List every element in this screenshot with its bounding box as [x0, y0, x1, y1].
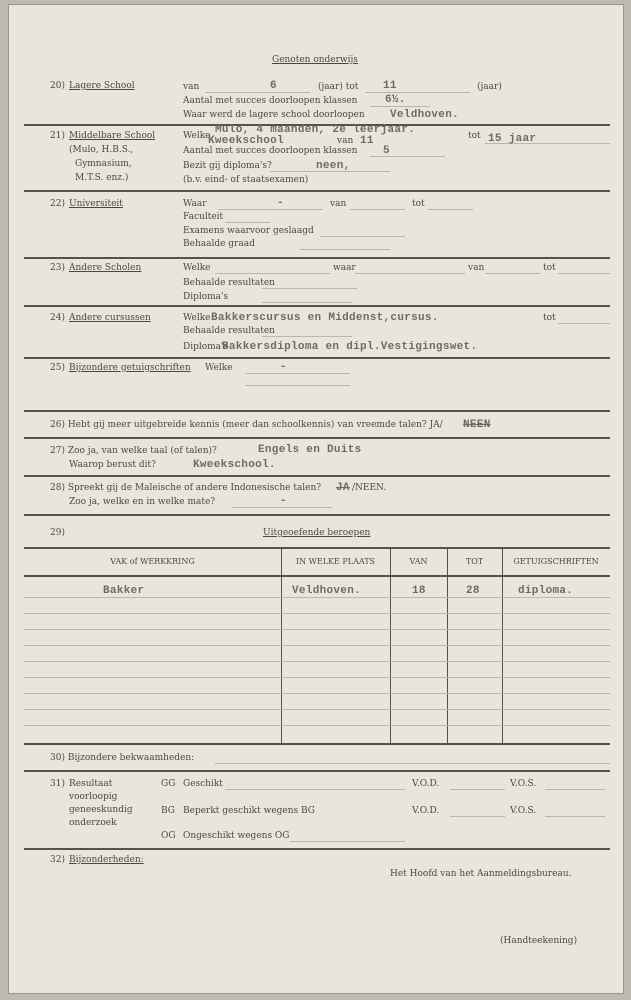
signature-label: (Handteekening): [500, 936, 578, 946]
s27-value-2: Kweekschool.: [193, 459, 276, 471]
s20-label: Lagere School: [69, 81, 135, 91]
s21-sub-1: (Mulo, H.B.S.,: [69, 145, 134, 155]
table-ruling-line: [24, 629, 610, 630]
field-line: [558, 323, 610, 324]
s31-gg-text: Geschikt: [183, 779, 223, 789]
s31-label-4: onderzoek: [69, 818, 117, 828]
cell-vak: Bakker: [103, 585, 145, 597]
s31-gg-code: GG: [161, 779, 176, 789]
s24-label: Andere cursussen: [69, 313, 151, 323]
s26-answer-struck: NEEN: [463, 419, 491, 431]
field-line: [215, 763, 610, 764]
s31-gg-vos: V.O.S.: [510, 779, 537, 789]
signature-role: Het Hoofd van het Aanmeldingsbureau.: [390, 869, 572, 879]
s31-label-2: voorloopig: [69, 792, 118, 802]
s31-bg-text: Beperkt geschikt wegens BG: [183, 806, 315, 816]
field-line: [215, 273, 330, 274]
s21-tot-value: 15 jaar: [488, 133, 537, 145]
s22-waar-label: Waar: [183, 199, 207, 209]
field-line: [428, 209, 473, 210]
field-line: [262, 302, 352, 303]
field-line: [218, 209, 323, 210]
s24-num: 24): [50, 313, 65, 323]
s25-num: 25): [50, 363, 65, 373]
s25-label: Bijzondere getuigschriften: [69, 363, 191, 373]
s21-label: Middelbare School: [69, 131, 156, 141]
s28-ja-struck: JA: [336, 482, 350, 494]
s21-bezit-value: neen,: [316, 160, 351, 172]
s21-van-label: van: [337, 136, 354, 146]
field-line: [370, 156, 445, 157]
field-line: [245, 385, 350, 386]
s20-van-label: van: [183, 82, 200, 92]
field-line: [450, 789, 505, 790]
s22-van-label: van: [330, 199, 347, 209]
s22-label: Universiteit: [69, 199, 123, 209]
s21-sub-3: M.T.S. enz.): [75, 173, 129, 183]
table-ruling-line: [24, 709, 610, 710]
field-line: [290, 841, 405, 842]
s22-tot-label: tot: [412, 199, 425, 209]
s28-question-1: 28) Spreekt gij de Maleische of andere Indonesische talen?: [50, 483, 322, 493]
col-header-vak: VAK of WERKKRING: [110, 557, 195, 566]
s28-neen: /NEEN.: [352, 483, 387, 493]
divider: [24, 770, 610, 772]
cell-van: 18: [412, 585, 426, 597]
s23-resultaten-label: Behaalde resultaten: [183, 278, 275, 288]
s23-van-label: van: [468, 263, 485, 273]
s31-og-code: OG: [161, 831, 176, 841]
s32-label: Bijzonderheden:: [69, 855, 144, 865]
s21-van-value: 11: [360, 135, 374, 147]
s24-diplomas-label: Diploma's: [183, 342, 229, 352]
s22-waar-value: -: [277, 197, 284, 209]
s22-graad-label: Behaalde graad: [183, 239, 255, 249]
table-header-border: [24, 575, 610, 577]
s25-welke-label: Welke: [205, 363, 233, 373]
s31-bg-vos: V.O.S.: [510, 806, 537, 816]
s29-title: Uitgeoefende beroepen: [263, 528, 371, 538]
s20-num: 20): [50, 81, 65, 91]
divider: [24, 257, 610, 259]
s20-tot-label: (jaar) tot: [318, 82, 359, 92]
s31-label-3: geneeskundig: [69, 805, 133, 815]
s21-welke-label: Welke: [183, 131, 211, 141]
table-top-border: [24, 547, 610, 549]
s22-examens-label: Examens waarvoor geslaagd: [183, 226, 314, 236]
field-line: [205, 92, 310, 93]
s20-aantal-label: Aantal met succes doorloopen klassen: [183, 96, 358, 106]
field-line: [545, 816, 605, 817]
s21-sub-2: Gymnasium,: [75, 159, 132, 169]
table-ruling-line: [24, 725, 610, 726]
field-line: [262, 288, 357, 289]
section-title: Genoten onderwijs: [272, 55, 358, 65]
field-line: [558, 273, 610, 274]
s23-tot-label: tot: [543, 263, 556, 273]
s27-value-1: Engels en Duits: [258, 444, 362, 456]
field-line: [350, 209, 405, 210]
col-header-getuigschriften: GETUIGSCHRIFTEN: [513, 557, 599, 566]
s22-num: 22): [50, 199, 65, 209]
divider: [24, 190, 610, 192]
cell-plaats: Veldhoven.: [292, 585, 362, 597]
s31-num: 31): [50, 779, 65, 789]
field-line: [232, 507, 332, 508]
s21-bezit-label: Bezit gij diploma's?: [183, 161, 272, 171]
field-line: [370, 106, 430, 107]
field-line: [450, 816, 505, 817]
field-line: [320, 236, 405, 237]
s23-label: Andere Scholen: [69, 263, 142, 273]
s23-waar-label: waar: [333, 263, 356, 273]
s20-jaar-label: (jaar): [477, 82, 502, 92]
field-line: [300, 249, 390, 250]
field-line: [365, 92, 470, 93]
field-line: [485, 273, 540, 274]
field-line: [545, 789, 605, 790]
s23-num: 23): [50, 263, 65, 273]
field-line: [225, 789, 405, 790]
s20-tot-value: 11: [383, 80, 397, 92]
s21-num: 21): [50, 131, 65, 141]
s21-aantal-label: Aantal met succes doorloopen klassen: [183, 146, 358, 156]
divider: [24, 475, 610, 477]
field-line: [262, 336, 352, 337]
field-line: [355, 273, 465, 274]
s24-welke-value: Bakkerscursus en Middenst,cursus.: [211, 312, 439, 324]
divider: [24, 357, 610, 359]
field-line: [245, 373, 350, 374]
s26-question: 26) Hebt gij meer uitgebreide kennis (meer dan schoolkennis) van vreemde talen? JA/: [50, 420, 443, 430]
table-bottom-border: [24, 743, 610, 745]
s25-welke-value: -: [280, 361, 287, 373]
s30-label: 30) Bijzondere bekwaamheden:: [50, 753, 195, 763]
table-ruling-line: [24, 597, 610, 598]
s32-num: 32): [50, 855, 65, 865]
s21-tot-label: tot: [468, 131, 481, 141]
col-header-van: VAN: [409, 557, 428, 566]
s24-tot-label: tot: [543, 313, 556, 323]
table-ruling-line: [24, 677, 610, 678]
s20-waar-label: Waar werd de lagere school doorloopen: [183, 110, 365, 120]
table-ruling-line: [24, 693, 610, 694]
divider: [24, 437, 610, 439]
s31-label-1: Resultaat: [69, 779, 113, 789]
table-ruling-line: [24, 661, 610, 662]
divider: [24, 305, 610, 307]
s31-bg-vod: V.O.D.: [412, 806, 440, 816]
s21-welke-value-1: Mulo, 4 maanden, 2e leerjaar.: [215, 124, 416, 136]
divider: [24, 848, 610, 850]
s23-welke-label: Welke: [183, 263, 211, 273]
s31-bg-code: BG: [161, 806, 175, 816]
s21-aantal-value: 5: [383, 145, 390, 157]
divider: [24, 514, 610, 516]
s24-resultaten-label: Behaalde resultaten: [183, 326, 275, 336]
s27-question-2: Waarop berust dit?: [69, 460, 156, 470]
s24-diplomas-value: Bakkersdiploma en dipl.Vestigingswet.: [222, 341, 478, 353]
s21-welke-value-2: Kweekschool: [208, 135, 284, 147]
s31-og-text: Ongeschikt wegens OG: [183, 831, 290, 841]
s22-faculteit-label: Faculteit: [183, 212, 224, 222]
s27-question-1: 27) Zoo ja, van welke taal (of talen)?: [50, 446, 217, 456]
s24-welke-label: Welke: [183, 313, 211, 323]
s23-diplomas-label: Diploma's: [183, 292, 229, 302]
s20-waar-value: Veldhoven.: [390, 109, 460, 121]
col-header-plaats: IN WELKE PLAATS: [295, 557, 376, 566]
table-ruling-line: [24, 645, 610, 646]
s28-question-2: Zoo ja, welke en in welke mate?: [69, 497, 216, 507]
s21-bv-label: (b.v. eind- of staatsexamen): [183, 175, 309, 185]
s20-van-value: 6: [270, 80, 277, 92]
field-line: [225, 222, 270, 223]
table-ruling-line: [24, 613, 610, 614]
s20-aantal-value: 6½.: [385, 94, 406, 106]
cell-tot: 28: [466, 585, 480, 597]
s28-value-2: -: [280, 495, 287, 507]
s29-num: 29): [50, 528, 65, 538]
cell-getuigschriften: diploma.: [518, 585, 574, 597]
col-header-tot: TOT: [465, 557, 484, 566]
s31-gg-vod: V.O.D.: [412, 779, 440, 789]
divider: [24, 410, 610, 412]
